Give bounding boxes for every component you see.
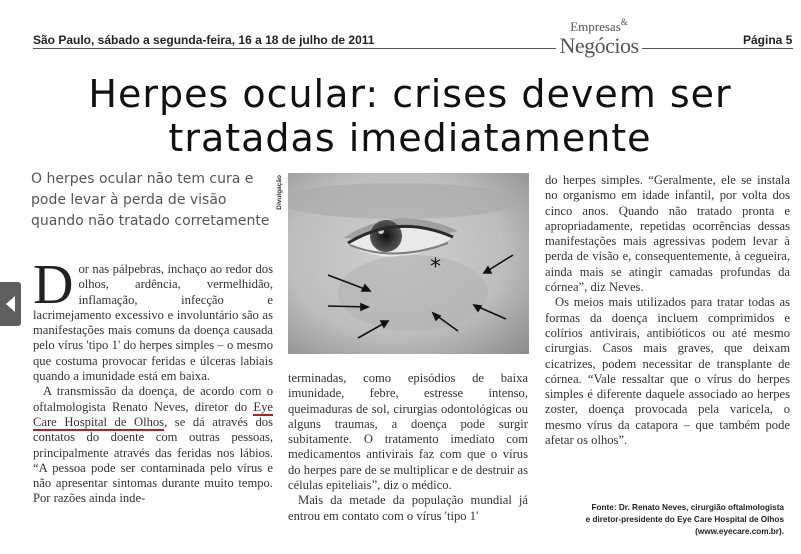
source-line-3: (www.eyecare.com.br). xyxy=(695,527,784,536)
logo-line1: Empresas xyxy=(570,19,621,34)
lead-text: O herpes ocular não tem cura e pode levar à perda de visão quando não tratado corretamente xyxy=(31,171,270,229)
logo-ampersand: & xyxy=(620,17,628,27)
page-number: Página 5 xyxy=(743,33,793,47)
chevron-left-icon xyxy=(5,295,17,313)
col3-paragraph-1: do herpes simples. “Geralmente, ele se instala no organismo em idade infantil, por volta dos cinco anos. Quando não tratado pronta e apropriadamente, repetidas ocorrências dessas manifestações mais agressivas podem levar à perda de visão e, consequentemente, à cegueira, ainda mais se atingir camadas profundas da córnea”, diz Neves. xyxy=(545,173,790,295)
hospital-name-link[interactable]: Eye Care Hospital de Olhos xyxy=(33,399,273,429)
dateline: São Paulo, sábado a segunda-feira, 16 a 18 de julho de 2011 xyxy=(33,33,375,47)
logo-line2: Negócios xyxy=(559,33,639,58)
article-column-1 xyxy=(33,254,273,507)
header-rule xyxy=(33,48,793,49)
eye-photo xyxy=(288,173,529,354)
photo-credit: Divulgação xyxy=(276,175,283,210)
col1-paragraph-1: or nas pálpebras, inchaço ao redor dos olhos, ardência, vermelhidão, inflamação, infecção e lacrimejamento excessivo e involuntário são as manifestações mais comuns da doença causada pelo vírus 'tipo 1' do herpes simples – o mesmo que costuma provocar feridas e úlceras labiais quando a imunidade está em baixa. xyxy=(33,262,273,384)
col2-paragraph-1: terminadas, como episódios de baixa imunidade, febre, estresse intenso, queimaduras de sol, cirurgias odontológicas ou alguns traumas, a doença pode surgir subitamente. O tratamento imediato com medicamentos antivirais faz com que o vírus do herpes pare de se multiplicar e de destruir as células epiteliais”, diz o médico. xyxy=(288,371,528,493)
newspaper-logo xyxy=(556,17,642,60)
article-column-3 xyxy=(545,173,790,448)
col3-paragraph-2: Os meios mais utilizados para tratar todas as formas da doença incluem comprimidos e colírios antivirais, antibióticos ou até mesmo cirurgias. Casos mais graves, que deixam cicatrizes, podem necessitar de transplante de córnea. “Vale ressaltar que o vírus do herpes simples é diferente daquele associado ao herpes zoster, doença provocada pela varicela, o mesmo vírus da catapora – que também pode afetar os olhos”. xyxy=(545,295,790,448)
col1-paragraph-2-start: A transmissão da doença, de acordo com o oftalmologista Renato Neves, diretor do xyxy=(33,384,273,414)
col2-paragraph-2: Mais da metade da população mundial já entrou em contato com o vírus 'tipo 1' xyxy=(288,493,528,523)
col1-paragraph-2-end: , se dá através dos contatos do doente com outras pessoas, principalmente através das feridas nos lábios. “A pessoa pode ser contaminada pelo vírus e não apresentar sintomas durante muito tempo. Por razões ainda inde- xyxy=(33,414,273,506)
article-column-2 xyxy=(288,371,528,524)
source-line-1: Fonte: Dr. Renato Neves, cirurgião oftalmologista xyxy=(591,503,784,512)
drop-cap: D xyxy=(33,254,74,316)
source-line-2: e diretor-presidente do Eye Care Hospital de Olhos xyxy=(585,515,784,524)
headline: Herpes ocular: crises devem ser tratadas imediatamente xyxy=(88,72,732,160)
previous-page-button[interactable] xyxy=(0,282,21,326)
svg-text:*: * xyxy=(430,255,441,280)
source-credit xyxy=(540,502,784,538)
